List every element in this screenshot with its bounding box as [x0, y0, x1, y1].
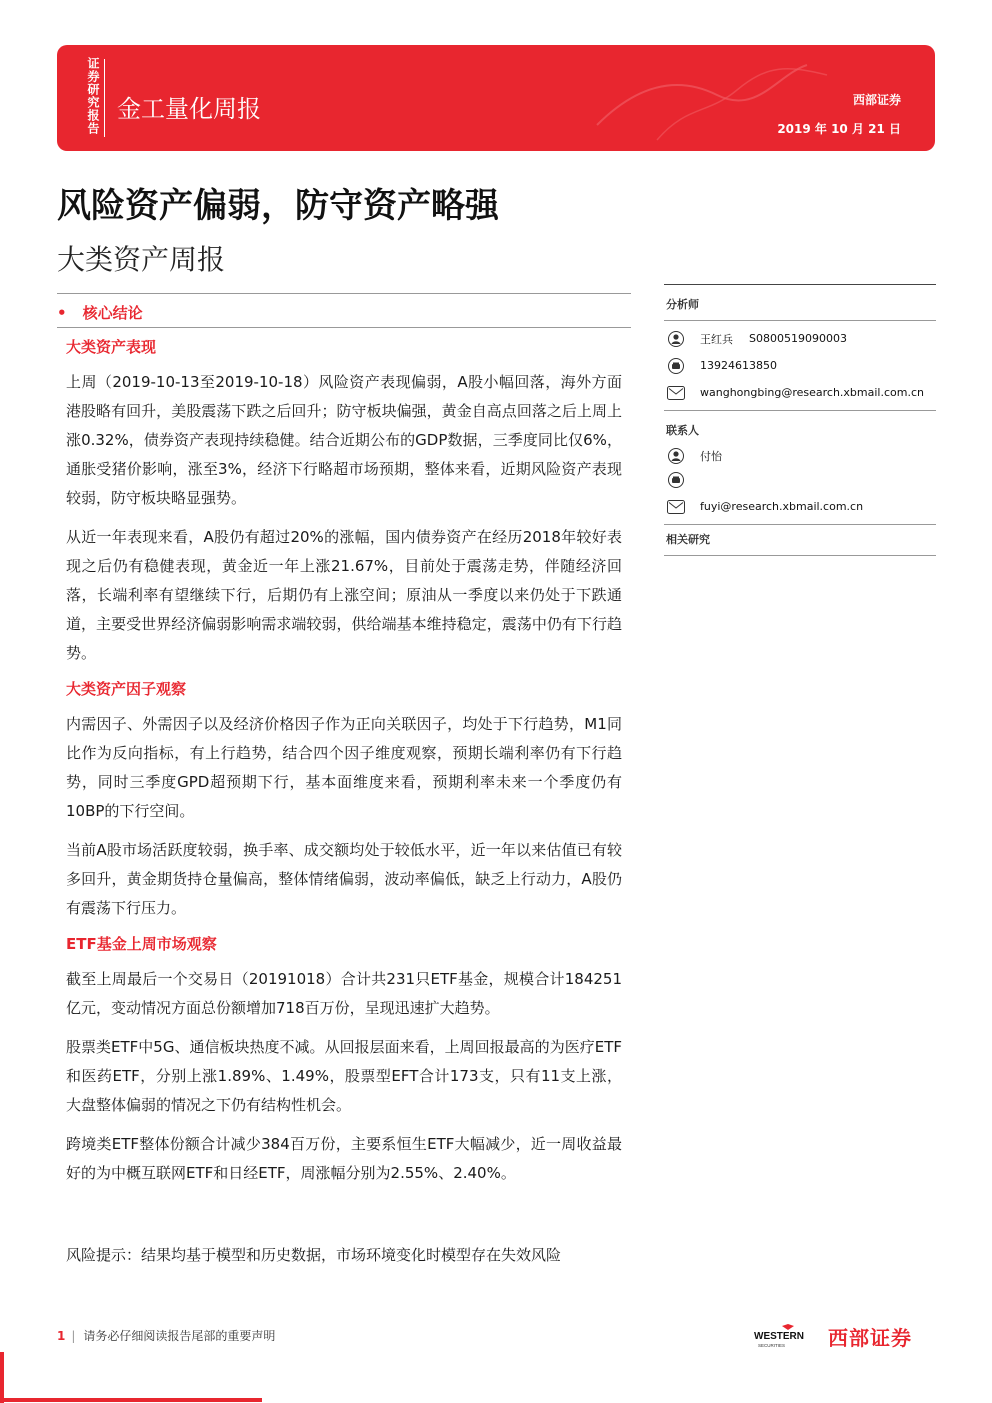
disclaimer-text: 请务必仔细阅读报告尾部的重要声明 — [83, 1329, 276, 1343]
paragraph: 内需因子、外需因子以及经济价格因子作为正向关联因子，均处于下行趋势，M1同比作为反向指标，有上行趋势，结合四个因子维度观察，预期长端利率仍有下行趋势，同时三季度GPD超预期下行，基本面维度来看，预期利率未来一个季度仍有10BP的下行空间。 — [66, 715, 622, 820]
analyst-name-row — [664, 325, 936, 352]
contact-email-row — [664, 493, 936, 520]
user-icon — [666, 447, 686, 465]
report-series-title: 金工量化周报 — [117, 95, 261, 123]
risk-notice: 风险提示：结果均基于模型和历史数据，市场环境变化时模型存在失效风险 — [66, 1246, 562, 1264]
page-title: 风险资产偏弱，防守资产略强 — [57, 186, 499, 226]
paragraph: 从近一年表现来看，A股仍有超过20%的涨幅，国内债券资产在经历2018年较好表现之后仍有稳健表现，黄金近一年上涨21.67%，目前处于震荡走势，伴随经济回落，长端利率有望继续下行，后期仍有上涨空间；原油从一季度以来仍处于下跌通道，主要受世界经济偏弱影响需求端较弱，供给端基本维持稳定，震荡中仍有下行趋势。 — [66, 528, 622, 662]
paragraph: 当前A股市场活跃度较弱，换手率、成交额均处于较低水平，近一年以来估值已有较多回升，黄金期货持仓量偏高，整体情绪偏弱，波动率偏低，缺乏上行动力，A股仍有震荡下行压力。 — [66, 841, 622, 917]
user-icon — [666, 330, 686, 348]
banner-divider — [104, 59, 105, 137]
header-banner — [57, 45, 935, 151]
western-securities-logo — [752, 1324, 824, 1354]
mail-icon — [666, 384, 686, 402]
contact-phone-row — [664, 466, 936, 493]
section-heading: 大类资产因子观察 — [66, 680, 187, 698]
phone-icon — [666, 471, 686, 489]
page-number: 1 — [57, 1329, 66, 1343]
analyst-email-row — [664, 379, 936, 406]
sidebar-rule — [664, 320, 936, 321]
section-rule-bottom — [57, 327, 631, 328]
analyst-name: 王红兵 — [700, 332, 733, 346]
paragraph: 截至上周最后一个交易日（20191018）合计共231只ETF基金，规模合计184251亿元，变动情况方面总份额增加718百万份，呈现迅速扩大趋势。 — [66, 970, 622, 1017]
corner-accent-horizontal — [0, 1398, 262, 1402]
footer-divider: | — [71, 1329, 76, 1343]
paragraph: 跨境类ETF整体份额合计减少384百万份，主要系恒生ETF大幅减少，近一周收益最好的为中概互联网ETF和日经ETF，周涨幅分别为2.55%、2.40%。 — [66, 1135, 622, 1182]
core-conclusion-heading: • 核心结论 — [57, 304, 143, 322]
logo-wordmark-small: SECURITIES — [758, 1343, 786, 1348]
analyst-phone: 13924613850 — [700, 359, 777, 372]
related-research-heading: 相关研究 — [666, 533, 710, 546]
paragraph: 股票类ETF中5G、通信板块热度不减。从回报层面来看，上周回报最高的为医疗ETF和医药ETF，分别上涨1.89%、1.49%，股票型EFT合计173支，只有11支上涨，大盘整体偏弱的情况之下仍有结构性机会。 — [66, 1038, 622, 1114]
section-asset-performance — [66, 336, 622, 668]
paragraph: 上周（2019-10-13至2019-10-18）风险资产表现偏弱，A股小幅回落，海外方面港股略有回升，美股震荡下跌之后回升；防守板块偏强，黄金自高点回落之后上周上涨0.32%，债券资产表现持续稳健。结合近期公布的GDP数据，三季度同比仅6%，通胀受猪价影响，涨至3%，经济下行略超市场预期，整体来看，近期风险资产表现较弱，防守板块略显强势。 — [66, 373, 622, 507]
mail-icon — [666, 498, 686, 516]
bullet-icon: • — [57, 304, 67, 322]
analyst-certificate: S0800519090003 — [749, 332, 847, 345]
section-heading: ETF基金上周市场观察 — [66, 935, 217, 953]
contact-heading: 联系人 — [666, 424, 699, 437]
page-subtitle: 大类资产周报 — [57, 243, 226, 276]
section-heading: 大类资产表现 — [66, 338, 157, 356]
contact-name: 付怡 — [700, 450, 722, 463]
phone-icon — [666, 357, 686, 375]
sidebar — [664, 284, 936, 556]
report-date: 2019 年 10 月 21 日 — [777, 122, 901, 136]
analyst-email[interactable]: wanghongbing@research.xbmail.com.cn — [700, 386, 924, 399]
analyst-heading: 分析师 — [666, 298, 699, 311]
company-logo-text: 西部证券 — [828, 1326, 912, 1350]
report-type-tag: 证券研究报告 — [86, 57, 100, 135]
contact-name-row — [664, 446, 936, 466]
corner-accent-vertical — [0, 1352, 4, 1403]
section-etf-observation — [66, 933, 622, 1188]
section-rule-top — [57, 293, 631, 294]
footer-disclaimer — [57, 1327, 275, 1344]
core-content — [66, 336, 622, 1198]
contact-email[interactable]: fuyi@research.xbmail.com.cn — [700, 500, 864, 513]
sidebar-rule — [664, 555, 936, 556]
logo-wordmark: WESTERN — [754, 1331, 804, 1342]
analyst-phone-row — [664, 352, 936, 379]
section-factor-observation — [66, 678, 622, 923]
company-name: 西部证券 — [852, 93, 901, 107]
